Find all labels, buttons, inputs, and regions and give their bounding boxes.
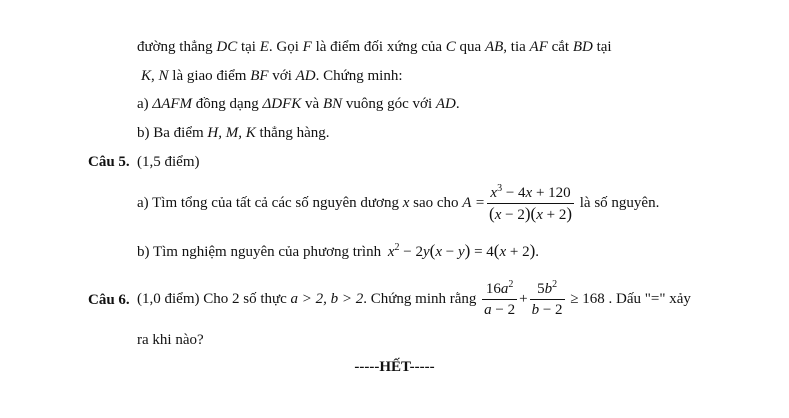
text: sao cho <box>413 195 459 211</box>
problem4-line3 <box>137 95 460 113</box>
fraction-6a-denominator: a − 2 <box>484 302 516 319</box>
problem4-line1 <box>137 38 612 56</box>
text: b) Ba điểm <box>137 125 204 141</box>
text: , <box>151 68 155 84</box>
fraction-a-numerator: $x^3 - 4x + 120$ <box>487 183 574 204</box>
variable-x: x <box>402 195 410 211</box>
point-c: C <box>445 39 456 55</box>
triangle-afm: ΔAFM <box>152 96 193 112</box>
problem5-label: Câu 5. <box>88 154 130 170</box>
segment-ad: AD <box>295 68 316 84</box>
text: qua <box>459 39 482 55</box>
problem6-line1: (1,0 điểm) Cho 2 số thực a > 2, b > 2. Chứng minh rằng $\frac{16a^2}{a - 2}$ + $\frac{5b^2}{b - 2}$ ≥ 168 . Dấu "=" xảy <box>137 279 691 319</box>
points-hmk: H, M, K <box>207 125 256 141</box>
segment-bd: BD <box>572 39 593 55</box>
triangle-dfk: ΔDFK <box>262 96 302 112</box>
fraction-a <box>487 183 574 225</box>
segment-bf: BF <box>250 68 269 84</box>
text: tại <box>596 39 612 55</box>
text: (1,0 điểm) Cho 2 số thực <box>137 291 287 307</box>
equation-b: $x^2 - 2y(x - y) = 4(x + 2)$ <box>387 241 536 260</box>
condition-ab: a > 2, b > 2 <box>290 291 364 307</box>
text: đồng dạng <box>195 96 259 112</box>
segment-bn: BN <box>322 96 343 112</box>
problem6-label: Câu 6. <box>88 292 130 308</box>
segment-dc: DC <box>216 39 238 55</box>
segment-ad: AD <box>435 96 456 112</box>
text: b) Tìm nghiệm nguyên của phương trình <box>137 244 382 260</box>
expr-a-lhs: A = <box>462 195 486 211</box>
problem6-line2: ra khi nào? <box>137 332 204 348</box>
text: tại <box>240 39 256 55</box>
text: là số nguyên. <box>579 195 660 211</box>
point-n: N <box>158 68 169 84</box>
text: với <box>272 68 292 84</box>
fraction-6b-denominator: b − 2 <box>531 302 563 319</box>
text: . Gọi <box>268 39 299 55</box>
fraction-a-denominator: (x − 2)(x + 2) <box>489 203 573 223</box>
text: là điểm đối xứng của <box>315 39 443 55</box>
text: vuông góc với <box>345 96 433 112</box>
end-marker: -----HẾT----- <box>354 359 435 375</box>
fraction-6b <box>530 279 565 320</box>
text: . <box>455 96 460 112</box>
text: . <box>535 244 540 260</box>
inequality-rhs: ≥ 168 <box>570 291 605 307</box>
text: a) Tìm tổng của tất cả các số nguyên dương <box>137 195 399 211</box>
problem5-part-a <box>137 181 659 225</box>
fraction-6b-numerator: $5b^2$ <box>530 279 565 300</box>
text: . Dấu "=" xảy <box>608 291 691 307</box>
problem4-line2 <box>141 67 403 85</box>
point-f: F <box>302 39 312 55</box>
text: , tia <box>503 39 526 55</box>
text: cắt <box>551 39 570 55</box>
problem4-line4 <box>137 124 329 142</box>
ray-af: AF <box>529 39 548 55</box>
point-e: E <box>259 39 269 55</box>
text: và <box>305 96 320 112</box>
text: . Chứng minh rằng <box>363 291 477 307</box>
fraction-6a-numerator: $16a^2$ <box>482 279 517 300</box>
text: a) <box>137 96 149 112</box>
text: . Chứng minh: <box>315 68 403 84</box>
segment-ab: AB <box>484 39 504 55</box>
text: đường thẳng <box>137 39 213 55</box>
fraction-6a <box>482 279 517 320</box>
problem5-part-b <box>137 242 539 261</box>
point-k: K <box>141 68 152 84</box>
problem5-points: (1,5 điểm) <box>137 154 200 170</box>
text: thẳng hàng. <box>259 125 330 141</box>
text: là giao điểm <box>172 68 247 84</box>
